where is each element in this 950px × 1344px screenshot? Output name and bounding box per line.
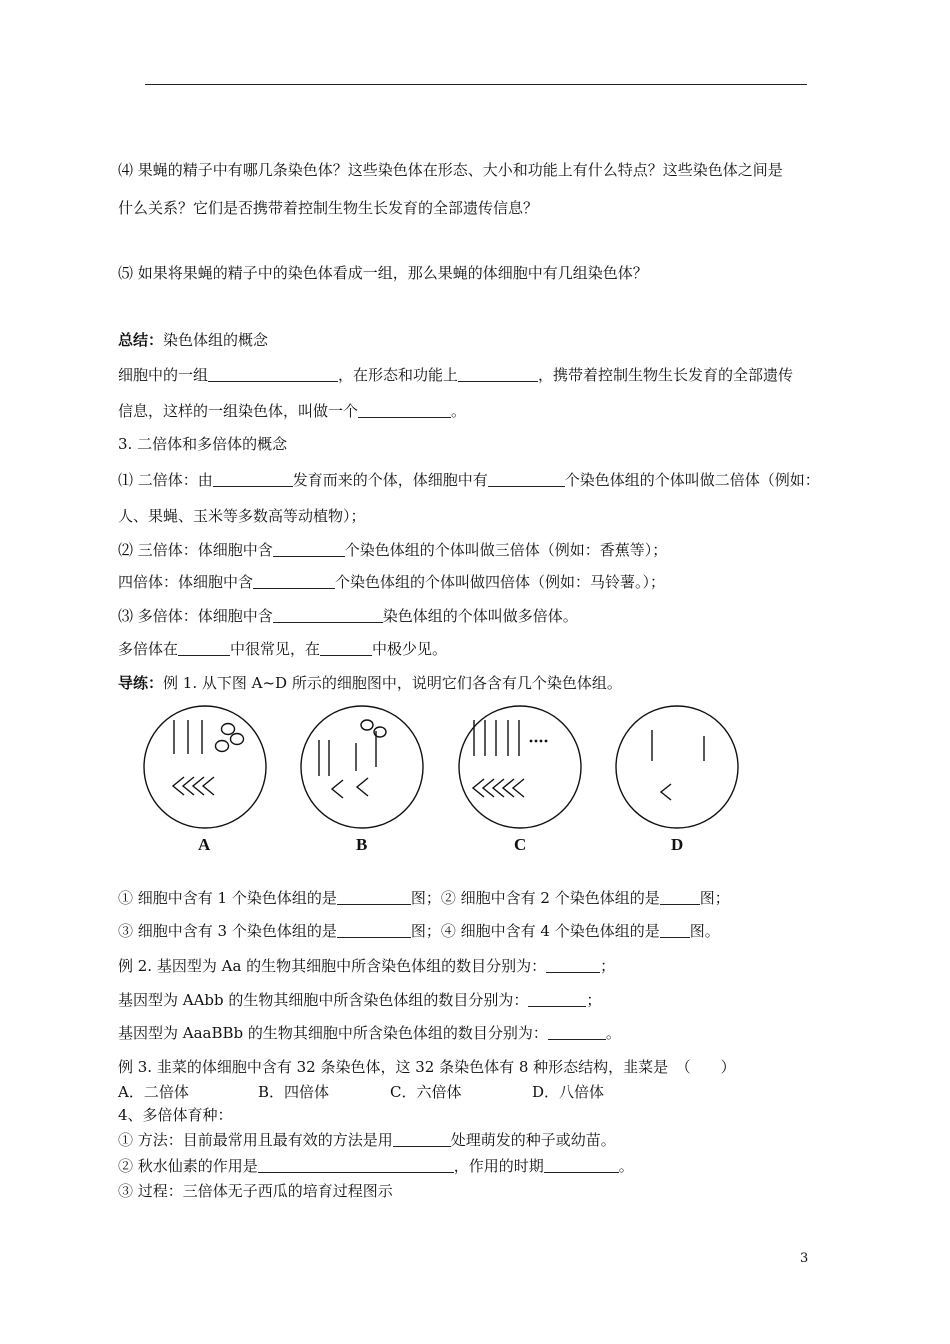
summary-line1 xyxy=(118,365,793,385)
text: 。 xyxy=(605,1024,621,1042)
cell-d xyxy=(616,706,738,828)
text: 。 xyxy=(451,402,467,420)
text: ① 细胞中含有 1 个染色体组的是 xyxy=(118,889,337,907)
example-1: 例 1. 从下图 A~D 所示的细胞图中，说明它们各含有几个染色体组。 xyxy=(163,674,622,692)
blank-field[interactable] xyxy=(546,957,600,973)
practice-label: 导练： xyxy=(118,674,164,692)
summary-label: 总结： xyxy=(118,331,164,349)
cell-label-c: C xyxy=(514,835,527,854)
text: 信息，这样的一组染色体，叫做一个 xyxy=(118,402,359,420)
text: 发育而来的个体，体细胞中有 xyxy=(292,471,488,489)
summary-title: 染色体组的概念 xyxy=(163,331,269,349)
text: 四倍体：体细胞中含 xyxy=(118,573,254,591)
option-c[interactable]: C．六倍体 xyxy=(390,1083,462,1101)
section-4-title: 4、多倍体育种： xyxy=(118,1106,233,1124)
process-line: ③ 过程：三倍体无子西瓜的培育过程图示 xyxy=(118,1182,393,1200)
text: ⑵ 三倍体：体细胞中含 xyxy=(118,541,273,559)
text: 中很常见，在 xyxy=(230,640,321,658)
question-4-line1: ⑷ 果蝇的精子中有哪几条染色体？这些染色体在形态、大小和功能上有什么特点？这些染色体之间是 xyxy=(118,161,783,179)
diploid-line2: 人、果蝇、玉米等多数高等动植物）； xyxy=(118,507,366,525)
blank-field[interactable] xyxy=(458,366,538,382)
example-3-options xyxy=(118,1082,604,1102)
blank-field[interactable] xyxy=(178,640,230,656)
text: 图。 xyxy=(689,922,720,940)
method-line xyxy=(118,1130,616,1150)
blank-field[interactable] xyxy=(528,991,586,1007)
text: 基因型为 AAbb 的生物其细胞中所含染色体组的数目分别为： xyxy=(118,991,529,1009)
text: ⑶ 多倍体：体细胞中含 xyxy=(118,607,273,625)
text: 个染色体组的个体叫做三倍体（例如：香蕉等）； xyxy=(344,541,668,559)
option-b[interactable]: B．四倍体 xyxy=(258,1083,330,1101)
text: ，作用的时期 xyxy=(453,1157,544,1175)
example-2-line2 xyxy=(118,990,601,1010)
blank-field[interactable] xyxy=(253,573,335,589)
tetraploid-line xyxy=(118,572,665,592)
text: ② 秋水仙素的作用是 xyxy=(118,1157,258,1175)
cell-label-a: A xyxy=(198,835,211,854)
text: ⑴ 二倍体：由 xyxy=(118,471,213,489)
cell-label-b: B xyxy=(356,835,368,854)
summary-line2 xyxy=(118,401,466,421)
text: 例 2. 基因型为 Aa 的生物其细胞中所含染色体组的数目分别为： xyxy=(118,957,547,975)
text: 个染色体组的个体叫做二倍体（例如： xyxy=(564,471,820,489)
text: 个染色体组的个体叫做四倍体（例如：马铃薯。）； xyxy=(335,573,666,591)
section-3-title: 3. 二倍体和多倍体的概念 xyxy=(118,435,288,453)
text: ； xyxy=(586,991,602,1009)
header-rule xyxy=(145,84,807,85)
text: 处理萌发的种子或幼苗。 xyxy=(450,1131,616,1149)
summary-heading xyxy=(118,330,268,350)
diploid-line1 xyxy=(118,470,820,490)
text: 图；④ 细胞中含有 4 个染色体组的是 xyxy=(410,922,660,940)
answer-line-2 xyxy=(118,921,720,941)
blank-field[interactable] xyxy=(660,922,690,938)
example-3: 例 3. 韭菜的体细胞中含有 32 条染色体，这 32 条染色体有 8 种形态结构，韭菜是 （ ） xyxy=(118,1058,736,1076)
cell-label-d: D xyxy=(671,835,684,854)
option-a[interactable]: A．二倍体 xyxy=(118,1083,189,1101)
text: ； xyxy=(600,957,616,975)
blank-field[interactable] xyxy=(273,541,345,557)
page-number: 3 xyxy=(800,1251,809,1266)
blank-field[interactable] xyxy=(393,1131,451,1147)
text: 中极少见。 xyxy=(372,640,448,658)
option-d[interactable]: D．八倍体 xyxy=(532,1083,605,1101)
blank-field[interactable] xyxy=(273,607,383,623)
blank-field[interactable] xyxy=(337,889,411,905)
text: 图；② 细胞中含有 2 个染色体组的是 xyxy=(410,889,660,907)
blank-field[interactable] xyxy=(548,1024,606,1040)
answer-line-1 xyxy=(118,888,730,908)
role-line xyxy=(118,1156,634,1176)
blank-field[interactable] xyxy=(358,402,451,418)
text: ① 方法：目前最常用且最有效的方法是用 xyxy=(118,1131,393,1149)
text: ，在形态和功能上 xyxy=(338,366,459,384)
blank-field[interactable] xyxy=(258,1157,454,1173)
question-4-line2: 什么关系？它们是否携带着控制生物生长发育的全部遗传信息？ xyxy=(118,199,539,217)
text: ，携带着控制生物生长发育的全部遗传 xyxy=(538,366,794,384)
cell-a xyxy=(144,706,266,828)
blank-field[interactable] xyxy=(320,640,372,656)
text: 基因型为 AaaBBb 的生物其细胞中所含染色体组的数目分别为： xyxy=(118,1024,548,1042)
question-5: ⑸ 如果将果蝇的精子中的染色体看成一组，那么果蝇的体细胞中有几组染色体？ xyxy=(118,264,648,282)
cell-b xyxy=(301,706,423,828)
text: ③ 细胞中含有 3 个染色体组的是 xyxy=(118,922,337,940)
blank-field[interactable] xyxy=(337,922,411,938)
polyploid-line xyxy=(118,606,578,626)
practice-heading xyxy=(118,673,622,693)
triploid-line xyxy=(118,540,667,560)
example-2-line3 xyxy=(118,1023,621,1043)
c-dots xyxy=(530,740,548,743)
text: 图； xyxy=(699,889,730,907)
blank-field[interactable] xyxy=(213,471,293,487)
example-2-line1 xyxy=(118,956,615,976)
text: 染色体组的个体叫做多倍体。 xyxy=(382,607,578,625)
cell-c xyxy=(459,706,581,828)
blank-field[interactable] xyxy=(660,889,700,905)
polyploid-common-line xyxy=(118,639,447,659)
blank-field[interactable] xyxy=(488,471,565,487)
cell-diagram xyxy=(130,705,770,835)
blank-field[interactable] xyxy=(208,366,338,382)
text: 。 xyxy=(618,1157,634,1175)
blank-field[interactable] xyxy=(544,1157,619,1173)
text: 多倍体在 xyxy=(118,640,179,658)
text: 细胞中的一组 xyxy=(118,366,209,384)
